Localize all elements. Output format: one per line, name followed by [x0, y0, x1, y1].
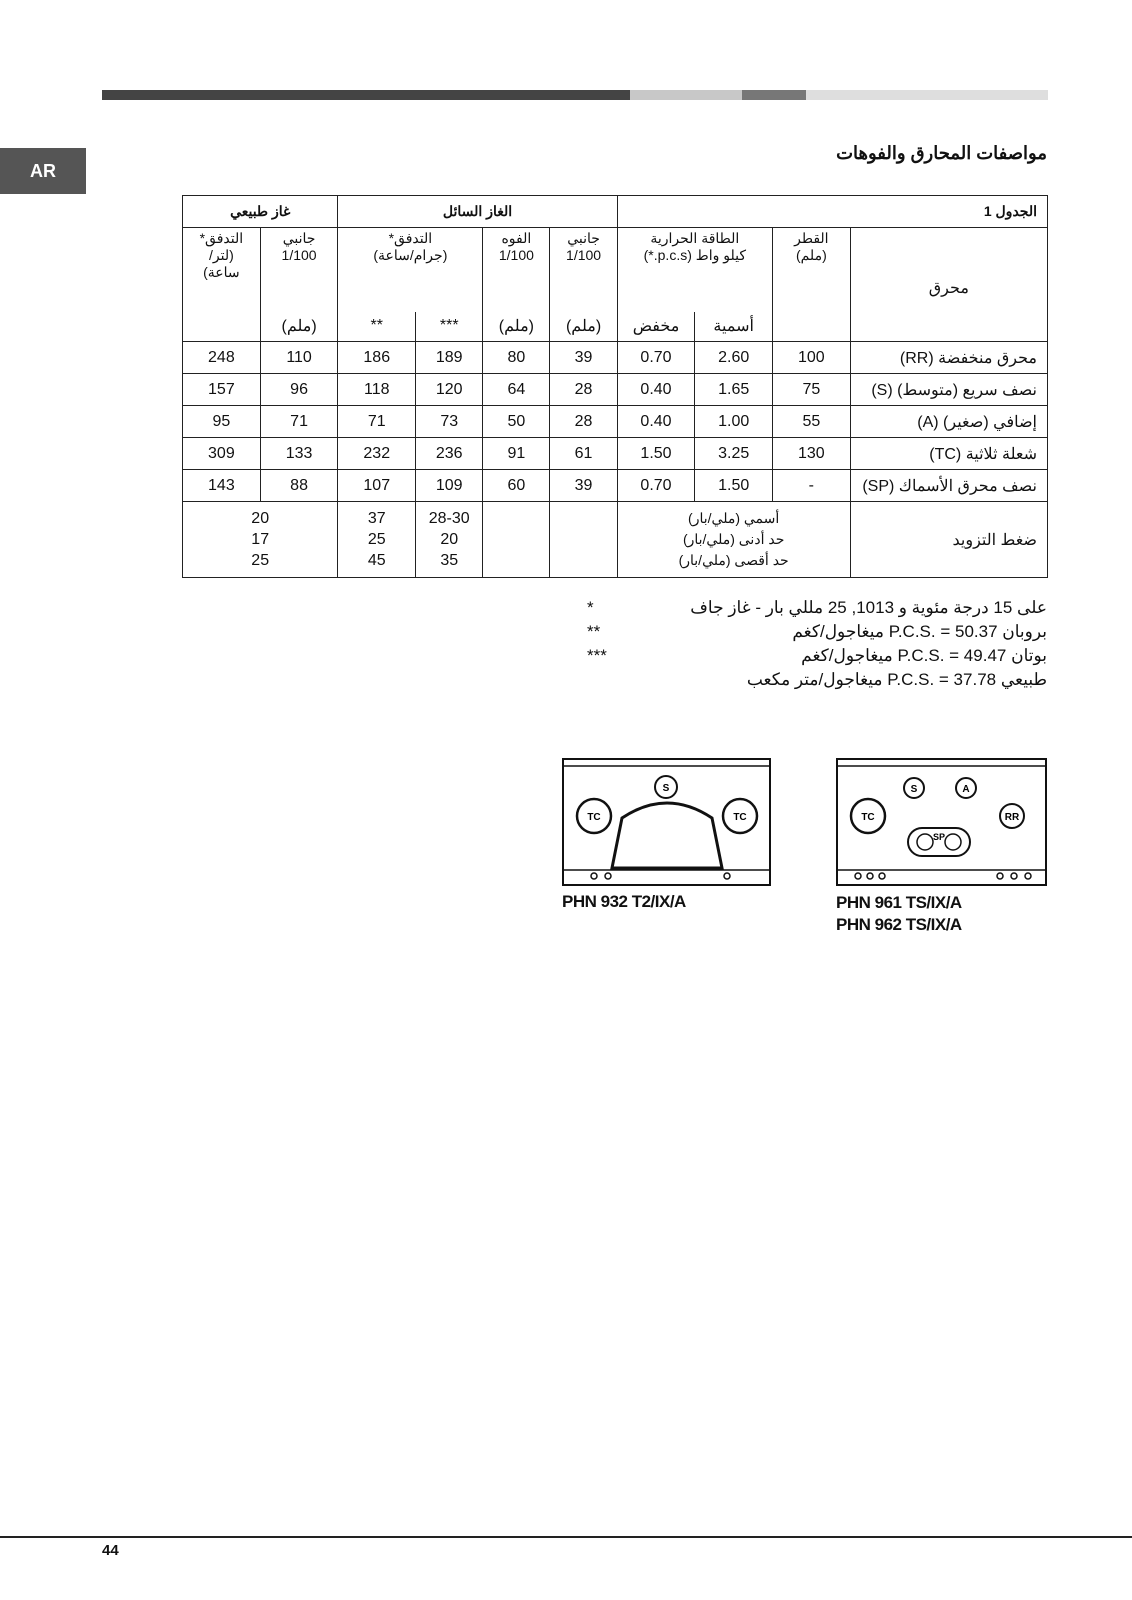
- svg-text:S: S: [662, 783, 670, 794]
- header-bar-dark: [102, 90, 630, 100]
- svg-text:TC: TC: [861, 812, 875, 823]
- col-nozzle-unit: (ملم): [483, 312, 550, 342]
- col-thermal: الطاقة الحرارية كيلو واط (p.c.s.*): [617, 228, 772, 312]
- footnote: على 15 درجة مئوية و 1013, 25 مللي بار - غاز جاف *: [587, 598, 1047, 617]
- hob-diagram-phn961: [836, 758, 1048, 888]
- col-ng-bypass-unit: (ملم): [260, 312, 338, 342]
- language-tab: AR: [0, 148, 86, 194]
- burner-sp-ring-left: [917, 834, 933, 850]
- col-bypass-unit: (ملم): [550, 312, 617, 342]
- header-bar: [102, 90, 1048, 100]
- col-flow-propane: **: [338, 312, 416, 342]
- burner-sp-ring-right: [945, 834, 961, 850]
- footnote: طبيعي P.C.S. = 37.78 ميغاجول/متر مكعب: [746, 670, 1047, 689]
- page-number: 44: [102, 1542, 119, 1559]
- col-nozzle: الفوه 1/100: [483, 228, 550, 312]
- table-caption: الجدول 1: [617, 196, 1047, 228]
- footnote: بروبان P.C.S. = 50.37 ميغاجول/كغم **: [587, 622, 1047, 641]
- model-label: PHN 932 T2/IX/A: [562, 892, 686, 911]
- table-row: نصف سريع (متوسط) (S) 75 1.65 0.40 28 64 120 118 96 157: [183, 374, 1048, 406]
- svg-text:S: S: [910, 784, 918, 795]
- footer-rule: [0, 1536, 1132, 1538]
- table-row: محرق منخفضة (RR) 100 2.60 0.70 39 80 189 186 110 248: [183, 342, 1048, 374]
- col-ng-bypass: جانبي 1/100: [260, 228, 338, 312]
- pressure-row: [183, 502, 1048, 578]
- pressure-label: ضغط التزويد: [850, 502, 1047, 578]
- svg-text:TC: TC: [587, 812, 601, 823]
- col-burner: محرق: [850, 228, 1047, 312]
- hob-diagram-phn932: [562, 758, 772, 888]
- header-bar-mid: [742, 90, 806, 100]
- col-diameter: القطر (ملم): [773, 228, 851, 312]
- page-title: مواصفات المحارق والفوهات: [836, 143, 1047, 163]
- col-bypass: جانبي 1/100: [550, 228, 617, 312]
- table-row: نصف محرق الأسماك (SP) - 1.50 0.70 39 60 109 107 88 143: [183, 470, 1048, 502]
- burner-spec-table: [182, 195, 1048, 578]
- table-row: شعلة ثلاثية (TC) 130 3.25 1.50 61 91 236 232 133 309: [183, 438, 1048, 470]
- svg-text:RR: RR: [1004, 812, 1020, 823]
- pressure-names: أسمي (ملي/بار) حد أدنى (ملي/بار) حد أقصى (ملي/بار): [617, 502, 850, 578]
- col-nominal: أسمية: [695, 312, 773, 342]
- col-ng-flow: التدفق* (لتر/ ساعة): [183, 228, 261, 312]
- col-flow-butane: ***: [416, 312, 483, 342]
- header-bar-light: [630, 90, 742, 100]
- col-flow: التدفق* (جرام/ساعة): [338, 228, 483, 312]
- svg-text:A: A: [962, 784, 970, 795]
- group-natural-gas: غاز طبيعي: [183, 196, 338, 228]
- header-bar-lighter: [806, 90, 1048, 100]
- model-label: PHN 961 TS/IX/A PHN 962 TS/IX/A: [836, 893, 962, 934]
- pressure-butane: 28-30 20 35: [416, 502, 483, 578]
- footnotes: [587, 596, 1047, 692]
- svg-text:SP: SP: [932, 832, 946, 842]
- svg-text:TC: TC: [733, 812, 747, 823]
- table-row: إضافي (صغير) (A) 55 1.00 0.40 28 50 73 71 71 95: [183, 406, 1048, 438]
- footnote: بوتان P.C.S. = 49.47 ميغاجول/كغم ***: [587, 646, 1047, 665]
- col-reduced: مخفض: [617, 312, 695, 342]
- pressure-natural: 20 17 25: [183, 502, 338, 578]
- pressure-propane: 37 25 45: [338, 502, 416, 578]
- group-liquid-gas: الغاز السائل: [338, 196, 617, 228]
